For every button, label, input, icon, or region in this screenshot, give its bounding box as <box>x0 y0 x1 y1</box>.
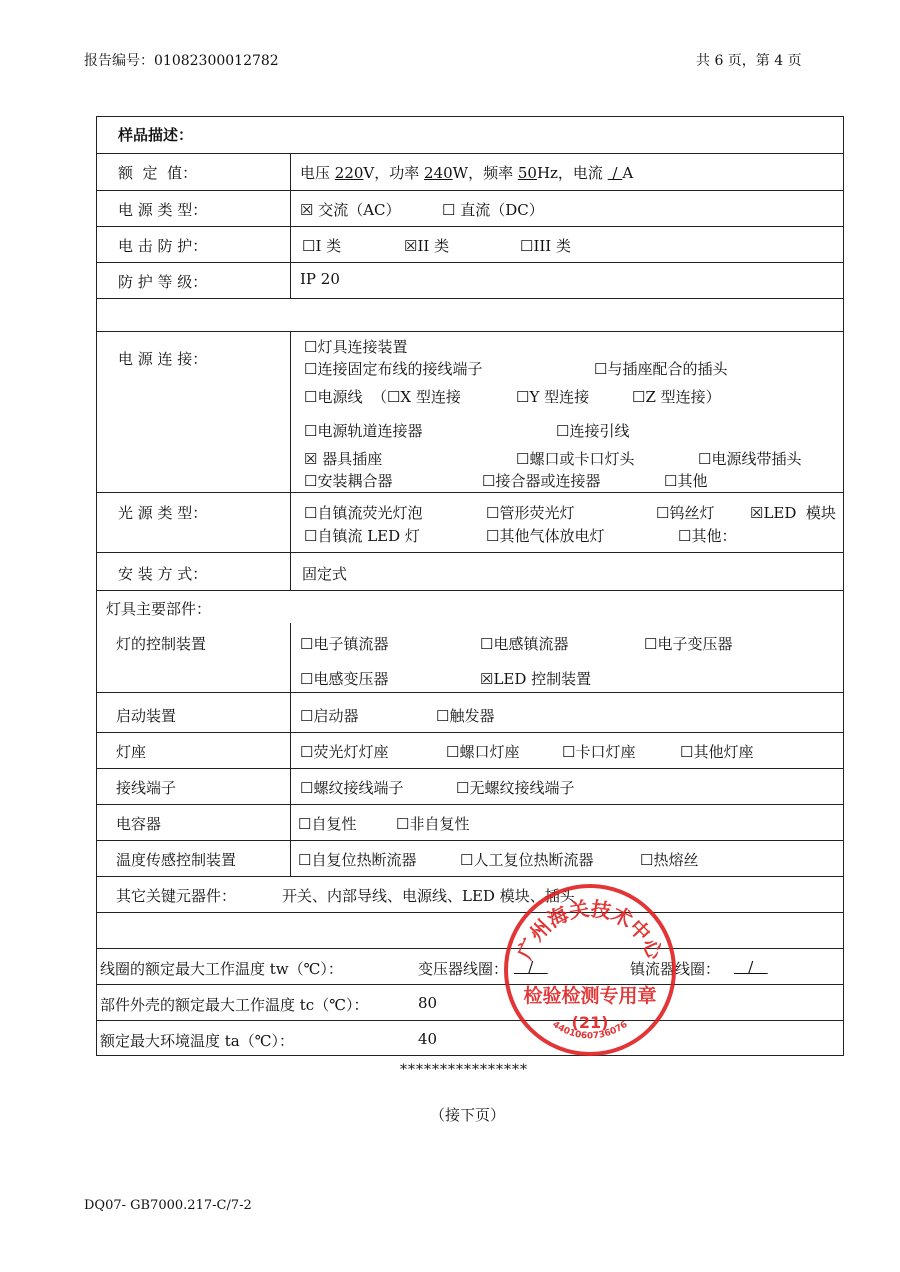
shock-label: 电 击 防 护： <box>118 237 208 255</box>
cap-label: 电容器 <box>116 815 162 833</box>
holder-item: ☐其他灯座 <box>680 743 754 761</box>
tw-label: 线圈的额定最大工作温度 tw（℃）： <box>100 960 343 978</box>
other-parts-value: 开关、内部导线、电源线、LED 模块、插头 <box>282 887 575 905</box>
report-number: 报告编号：01082300012782 <box>84 53 279 69</box>
doc-code: DQ07- GB7000.217-C/7-2 <box>84 1198 252 1213</box>
light-item: ☐自镇流荧光灯泡 <box>304 504 423 522</box>
holder-label: 灯座 <box>116 743 147 761</box>
power-type-dc: ☐ 直流（DC） <box>442 201 544 219</box>
start-item: ☐触发器 <box>436 707 495 725</box>
conn-item: ☐安装耦合器 <box>304 472 393 490</box>
ctrl-item: ☐电感镇流器 <box>480 635 569 653</box>
sample-table <box>96 116 844 1056</box>
temp-label: 温度传感控制装置 <box>116 851 237 869</box>
conn-item: ☐连接引线 <box>556 422 630 440</box>
shock-class-i: ☐I 类 <box>302 237 342 255</box>
tw-transformer-value: / <box>514 958 548 976</box>
rated-value: 电压 220V，功率 240W，频率 50Hz，电流 / A <box>300 164 634 182</box>
conn-item: ☐Y 型连接 <box>516 388 590 406</box>
conn-item: ☐连接固定布线的接线端子 <box>304 360 483 378</box>
temp-item: ☐自复位热断流器 <box>298 851 417 869</box>
start-item: ☐启动器 <box>300 707 359 725</box>
ctrl-item: ☒LED 控制装置 <box>480 670 592 688</box>
conn-item: ☐与插座配合的插头 <box>594 360 728 378</box>
tc-value: 80 <box>418 994 438 1012</box>
conn-label: 电 源 连 接： <box>118 350 208 368</box>
light-item: ☐自镇流 LED 灯 <box>304 527 420 545</box>
tw-ballast-value: / <box>734 958 768 976</box>
install-value: 固定式 <box>302 565 348 583</box>
ctrl-item: ☐电子镇流器 <box>300 635 389 653</box>
inspection-seal-icon <box>500 880 680 1060</box>
cap-item: ☐非自复性 <box>396 815 470 833</box>
conn-item: ☐其他 <box>664 472 708 490</box>
start-label: 启动装置 <box>116 707 177 725</box>
main-parts-heading: 灯具主要部件： <box>106 600 212 618</box>
tw-transformer-label: 变压器线圈： <box>418 960 509 978</box>
conn-item: ☒ 器具插座 <box>304 450 383 468</box>
rated-label: 额 定 值： <box>118 164 198 182</box>
term-label: 接线端子 <box>116 779 177 797</box>
end-marker: **************** <box>400 1062 528 1078</box>
ta-value: 40 <box>418 1030 438 1048</box>
tw-ballast-label: 镇流器线圈： <box>630 960 721 978</box>
ctrl-label: 灯的控制装置 <box>116 635 207 653</box>
conn-item: ☐电源线带插头 <box>698 450 802 468</box>
light-item: ☐钨丝灯 <box>656 504 715 522</box>
ta-label: 额定最大环境温度 ta（℃）： <box>100 1032 295 1050</box>
power-type-label: 电 源 类 型： <box>118 201 208 219</box>
svg-text:(21): (21) <box>571 1013 609 1032</box>
tc-label: 部件外壳的额定最大工作温度 tc（℃）： <box>100 996 369 1014</box>
power-type-ac: ☒ 交流（AC） <box>300 201 401 219</box>
shock-class-ii: ☒II 类 <box>404 237 450 255</box>
cap-item: ☐自复性 <box>298 815 357 833</box>
holder-item: ☐螺口灯座 <box>446 743 520 761</box>
sample-title: 样品描述： <box>118 126 194 144</box>
conn-item: ☐电源轨道连接器 <box>304 422 423 440</box>
conn-item: ☐Z 型连接） <box>632 388 721 406</box>
temp-item: ☐热熔丝 <box>640 851 699 869</box>
install-label: 安 装 方 式： <box>118 565 208 583</box>
conn-item: ☐螺口或卡口灯头 <box>516 450 635 468</box>
term-item: ☐螺纹接线端子 <box>300 779 404 797</box>
ctrl-item: ☐电子变压器 <box>644 635 733 653</box>
conn-item: ☐接合器或连接器 <box>482 472 601 490</box>
ctrl-item: ☐电感变压器 <box>300 670 389 688</box>
holder-item: ☐荧光灯灯座 <box>300 743 389 761</box>
conn-item: ☐电源线 （☐X 型连接 <box>304 388 461 406</box>
page-info: 共 6 页，第 4 页 <box>696 53 802 69</box>
other-parts-label: 其它关键元器件： <box>116 887 237 905</box>
light-label: 光 源 类 型： <box>118 504 208 522</box>
light-item: ☐管形荧光灯 <box>486 504 575 522</box>
ip-value: IP 20 <box>300 270 340 288</box>
svg-text:广州海关技术中心: 广州海关技术中心 <box>512 896 668 963</box>
ip-label: 防 护 等 级： <box>118 273 208 291</box>
light-item: ☐其他： <box>678 527 737 545</box>
continue-note: （接下页） <box>430 1106 506 1124</box>
svg-text:检验检测专用章: 检验检测专用章 <box>523 985 657 1007</box>
term-item: ☐无螺纹接线端子 <box>456 779 575 797</box>
temp-item: ☐人工复位热断流器 <box>460 851 594 869</box>
svg-text:4401060736076: 4401060736076 <box>550 1019 630 1042</box>
light-item: ☒LED 模块 <box>750 504 836 522</box>
conn-item: ☐灯具连接装置 <box>304 338 408 356</box>
light-item: ☐其他气体放电灯 <box>486 527 605 545</box>
holder-item: ☐卡口灯座 <box>562 743 636 761</box>
shock-class-iii: ☐III 类 <box>520 237 571 255</box>
